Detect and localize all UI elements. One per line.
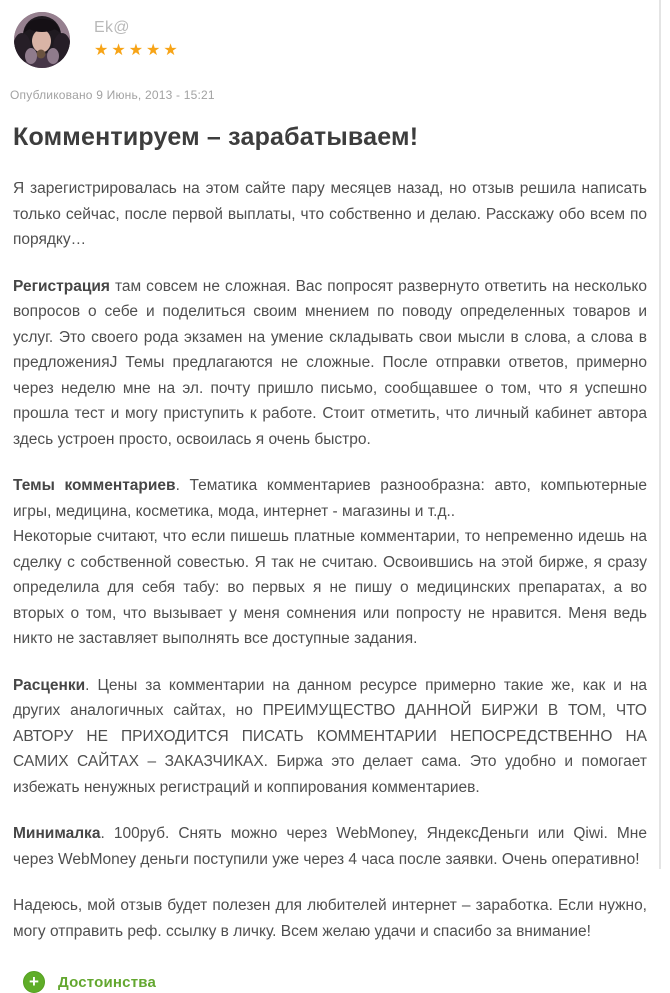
paragraph-lead: Расценки xyxy=(13,676,86,694)
paragraph-text: . Тематика комментариев разнообразна: авто, компьютерные игры, медицина, косметика, мода, интернет - магазины и т.д.. xyxy=(13,477,647,520)
star-icon: ★ xyxy=(146,42,164,59)
published-date: Опубликовано 9 Июнь, 2013 - 15:21 xyxy=(10,88,215,102)
review-paragraph xyxy=(13,473,647,652)
paragraph-text: Я зарегистрировалась на этом сайте пару месяцев назад, но отзыв решила написать только сейчас, после первой выплаты, что собственно и делаю. Расскажу обо всем по порядку… xyxy=(13,180,647,248)
review-paragraph xyxy=(13,893,647,944)
content-right-divider xyxy=(659,0,661,869)
paragraph-text: . Цены за комментарии на данном ресурсе примерно такие же, как и на других аналогичных сайтах, но ПРЕИМУЩЕСТВО ДАННОЙ БИРЖИ В ТОМ, ЧТО АВТОРУ НЕ ПРИХОДИТСЯ ПИСАТЬ КОММЕНТАРИИ НЕПОСРЕДСТВЕННО НА САМИХ САЙТАХ – ЗАКАЗЧИКАХ. Биржа это делает сама. Это удобно и помогает избежать ненужных регистраций и коппирования комментариев. xyxy=(13,676,647,796)
paragraph-text: Некоторые считают, что если пишешь платные комментарии, то непременно идешь на сделку с собственной совестью. Я так не считаю. Освоившись на этой бирже, я сразу определила для себя табу: во первых я не пишу о медицинских препаратах, а во вторых о том, что вызывает у меня сомнения или попросту не нравится. Меня ведь никто не заставляет выполнять все доступные задания. xyxy=(13,528,647,647)
paragraph-text: там совсем не сложная. Вас попросят развернуто ответить на несколько вопросов о себе и поделиться своим мнением по поводу определенных товаров и услуг. Это своего рода экзамен на умение складывать свои мысли в слова, а слова в предложенияJ Темы предлагаются не сложные. После отправки ответов, примерно через неделю мне на эл. почту пришло письмо, сообщавшее о том, что я успешно прошла тест и могу приступить к работе. Стоит отметить, что личный кабинет автора здесь устроен просто, освоилась я очень быстро. xyxy=(13,277,647,448)
paragraph-lead: Минималка xyxy=(13,825,101,842)
star-rating xyxy=(94,43,181,59)
review-paragraph xyxy=(13,176,647,253)
paragraph-lead: Темы комментариев xyxy=(13,477,176,494)
star-icon: ★ xyxy=(163,42,181,59)
star-icon: ★ xyxy=(128,42,147,59)
paragraph-text: Надеюсь, мой отзыв будет полезен для любителей интернет – заработка. Если нужно, могу отправить реф. ссылку в личку. Всем желаю удачи и спасибо за внимание! xyxy=(13,897,647,940)
review-paragraph xyxy=(13,274,647,453)
avatar-photo-icon xyxy=(14,12,70,68)
paragraph-text: . 100руб. Снять можно через WebMoney, ЯндексДеньги или Qiwi. Мне через WebMoney деньги поступили уже через 4 часа после заявки. Очень оперативно! xyxy=(13,825,647,868)
review-body xyxy=(13,176,647,944)
pros-label: Достоинства xyxy=(58,973,157,991)
star-icon: ★ xyxy=(111,42,129,59)
review-title: Комментируем – зарабатываем! xyxy=(13,123,419,151)
review-header xyxy=(10,12,645,68)
pros-toggle[interactable] xyxy=(23,971,645,993)
username[interactable]: Ek@ xyxy=(94,19,130,36)
user-meta xyxy=(94,12,181,59)
review-paragraph xyxy=(13,821,647,872)
star-icon: ★ xyxy=(94,42,112,59)
paragraph-lead: Регистрация xyxy=(13,277,110,295)
avatar[interactable] xyxy=(14,12,70,68)
review-paragraph xyxy=(13,673,647,801)
plus-icon: + xyxy=(23,971,45,993)
